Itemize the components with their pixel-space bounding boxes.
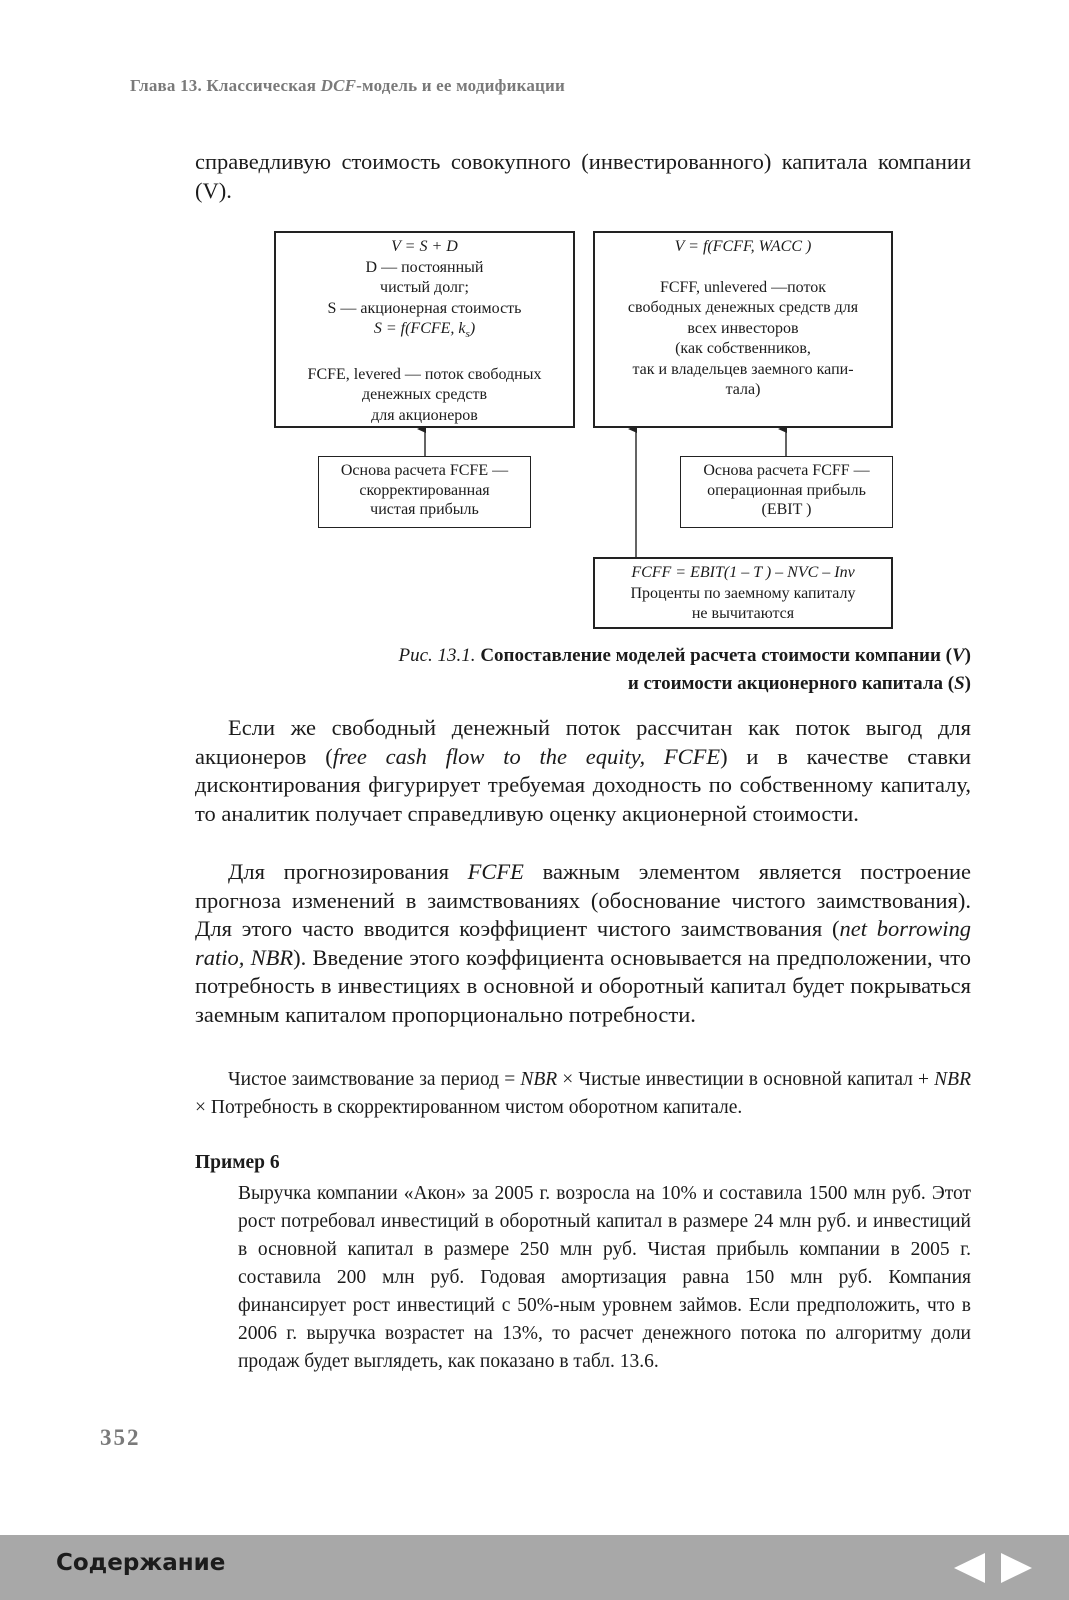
debt-definition-line: D — постоянный [365, 258, 484, 276]
formula-c: × Потребность в скорректированном чистом оборотном капитале. [195, 1097, 743, 1118]
p2-fcfe: FCFE [467, 859, 524, 884]
formula-nbr-1: NBR [520, 1069, 558, 1090]
example-title: Пример 6 [195, 1152, 280, 1173]
fcfe-basis-line-3: чистая прибыль [370, 501, 479, 518]
caption-label: Рис. 13.1. [398, 645, 476, 666]
firm-value-box [593, 231, 893, 428]
fcff-basis-line-1: Основа расчета FCFF — [703, 462, 870, 479]
next-page-button[interactable] [1000, 1552, 1034, 1589]
firm-formula-line: V = f(FCFF, WACC ) [674, 238, 812, 255]
caption-var-v: V [951, 645, 965, 666]
triangle-right-icon [1000, 1552, 1034, 1584]
caption-line-1: Сопоставление моделей расчета стоимости компании ( [480, 645, 952, 666]
fcff-unlevered-line-2: свободных денежных средств для [627, 299, 859, 316]
fcff-unlevered-line-4: (как собственников, [675, 340, 811, 357]
intro-text: справедливую стоимость совокупного (инвестированного) капитала компании (V). [195, 149, 971, 203]
p1-text-a: Если же свободный денежный поток рассчитан как поток выгод для акционеров ( [195, 715, 971, 769]
page-number: 352 [100, 1425, 141, 1450]
fcff-basis-line-2: операционная прибыль [707, 481, 866, 499]
fcfe-levered-line-3: для акционеров [371, 406, 478, 424]
p1-text-b: ) и в качестве ставки дисконтирования фигурирует требуемая доходность по собственному капиталу, то аналитик получает справедливую оценку акционерной стоимости. [195, 743, 971, 826]
figure-13-1-diagram [0, 0, 1069, 640]
fcff-formula-box [593, 557, 893, 629]
equity-value-box [274, 231, 575, 428]
equity-function-line: S = f(FCFE, k [373, 320, 466, 337]
fcff-formula-line: FCFF = EBIT(1 – T ) – NVC – Inv [631, 564, 855, 581]
fcfe-basis-line-2: скорректированная [359, 481, 490, 499]
fcfe-basis-line-1: Основа расчета FCFE — [340, 462, 509, 479]
formula-nbr-2: NBR [934, 1069, 971, 1090]
fcff-unlevered-line-5: так и владельцев заемного капи- [632, 360, 854, 378]
caption-var-s: S [954, 673, 965, 694]
fcff-unlevered-line-3: всех инвесторов [687, 319, 799, 337]
equity-definition-line: S — акционерная стоимость [327, 299, 522, 317]
p2-text-b: важным элементом является построение прогноза изменений в заимствованиях (обоснование чистого заимствования). Для этого часто вводится коэффициент чистого заимствования ( [195, 859, 971, 941]
fcff-formula-note-2: не вычитаются [691, 605, 795, 622]
caption-line-2: и стоимости акционерного капитала ( [627, 673, 955, 694]
formula-a: Чистое заимствование за период = [228, 1069, 521, 1090]
figure-caption: Рис. 13.1. Сопоставление моделей расчета стоимости компании (V) и стоимости акционерного капитала (S) [398, 645, 971, 694]
fcff-basis-box [680, 456, 893, 528]
fcfe-levered-line: FCFE, levered — поток свободных [307, 365, 542, 383]
equity-formula-line: V = S + D [391, 238, 458, 255]
p1-italic: free cash flow to the equity, FCFE [332, 743, 721, 769]
triangle-left-icon [952, 1552, 986, 1584]
p2-text-c: ). Введение этого коэффициента основывается на предположении, что потребность в инвестициях в основной и оборотный капитал будет покрываться заемным капиталом пропорционально потребности. [195, 944, 971, 1027]
fcff-unlevered-line: FCFF, unlevered —поток [659, 278, 827, 296]
equity-function-close: ) [469, 320, 476, 337]
body-paragraph-2 [195, 858, 971, 1029]
fcfe-basis-box [318, 456, 531, 528]
running-head-dcf: DCF [320, 76, 357, 95]
p2-text-a: Для прогнозирования [228, 859, 468, 884]
debt-definition-line-2: чистый долг; [380, 279, 469, 296]
p2-italic: net borrowing ratio, NBR [195, 916, 971, 970]
example-text: Выручка компании «Акон» за 2005 г. возросла на 10% и составила 1500 млн руб. Этот рост потребовал инвестиций в оборотный капитал в размере 24 млн руб. и инвестиций в основной капитал в размере 250 млн руб. Чистая прибыль компании в 2005 г. составила 200 млн руб. Годовая амортизация равна 150 млн руб. Компания финансирует рост инвестиций с 50%-ным уровнем займов. Если предположить, что в 2006 г. выручка возрастет на 13%, то расчет денежного потока по алгоритму доли продаж будет выглядеть, как показано в табл. 13.6. [238, 1183, 971, 1372]
fcfe-levered-line-2: денежных средств [361, 386, 488, 404]
body-paragraph-1 [195, 714, 971, 828]
net-borrowing-formula [195, 1066, 971, 1122]
prev-page-button[interactable] [952, 1552, 986, 1589]
fcff-basis-line-3: (EBIT ) [761, 501, 812, 518]
fcff-formula-note-1: Проценты по заемному капиталу [630, 584, 856, 602]
bottom-navigation-bar [0, 1535, 1069, 1600]
running-head-suffix: -модель и ее модификации [356, 76, 566, 95]
example-body [238, 1180, 971, 1376]
fcff-unlevered-line-6: тала) [725, 381, 761, 398]
table-of-contents-link[interactable]: Содержание [56, 1550, 226, 1576]
running-head-prefix: Глава 13. Классическая [130, 76, 321, 95]
equity-function-subscript: s [465, 328, 470, 341]
formula-b: × Чистые инвестиции в основной капитал + [557, 1069, 935, 1090]
